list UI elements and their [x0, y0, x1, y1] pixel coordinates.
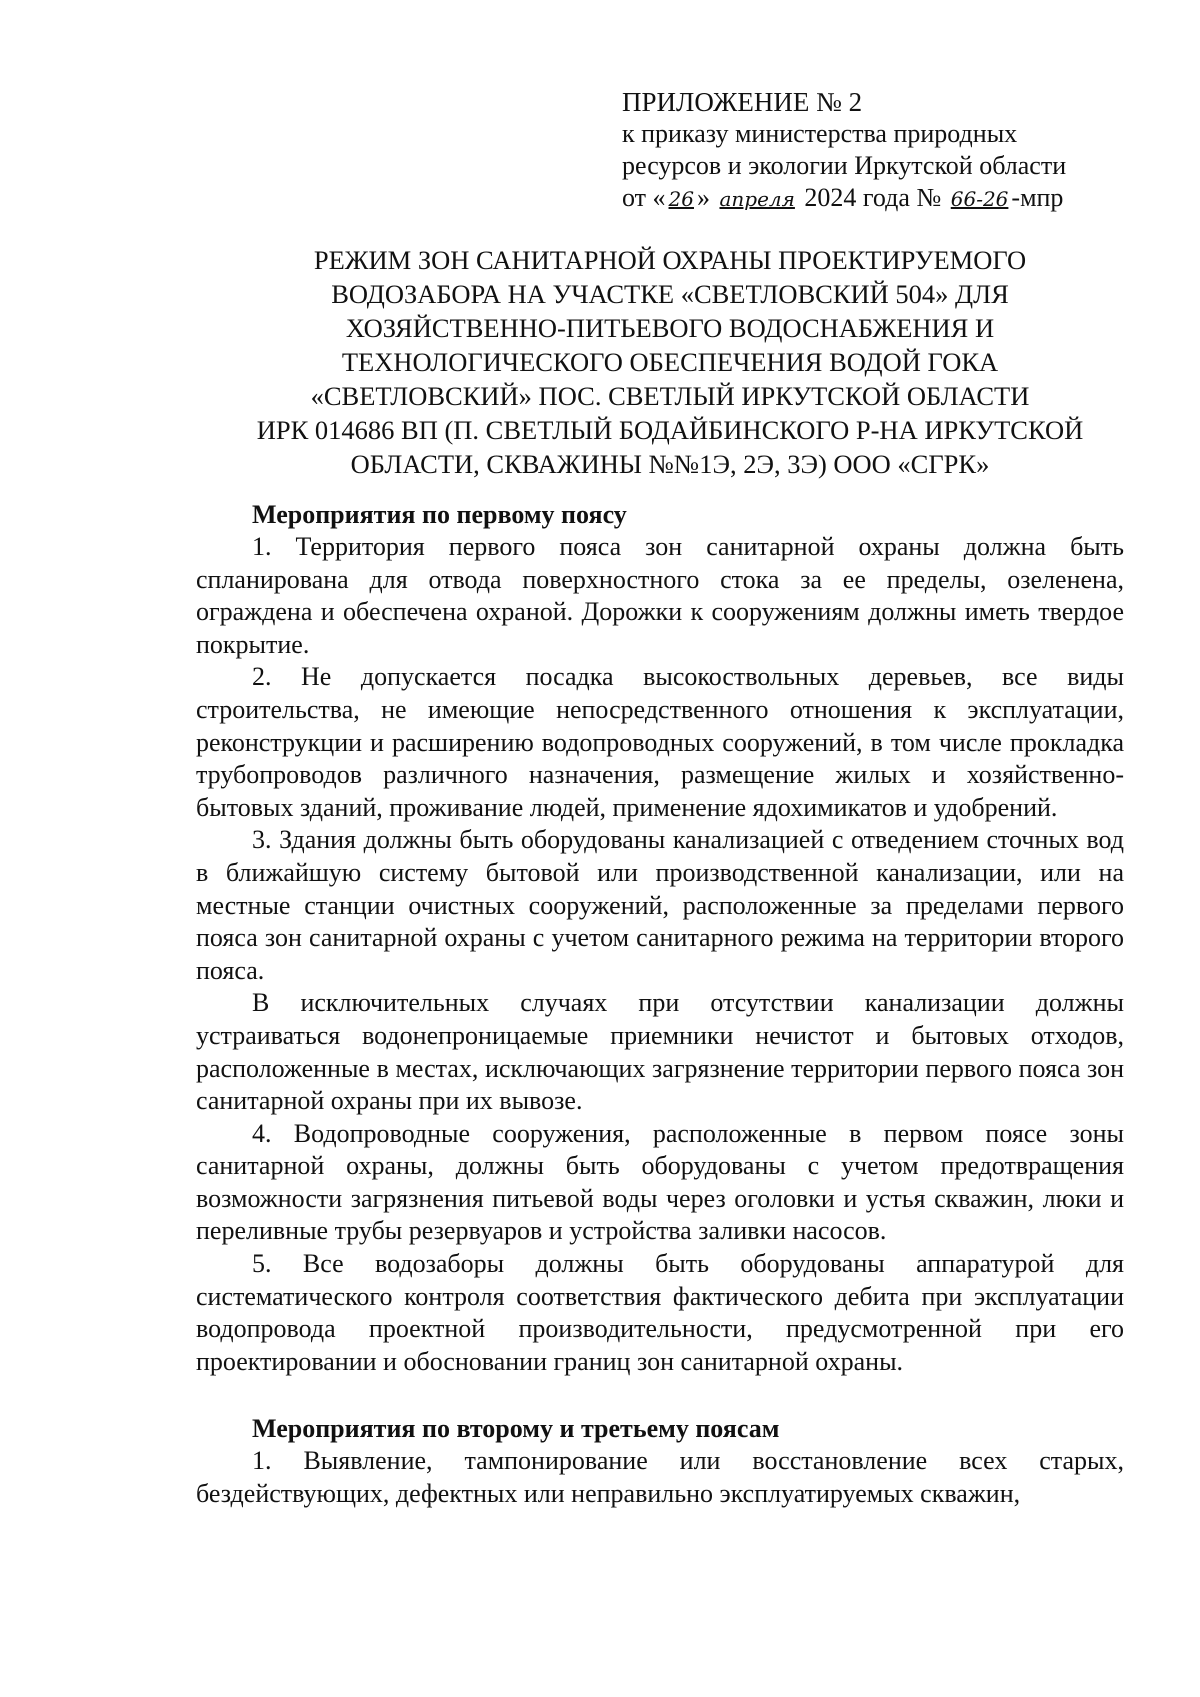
appendix-line-3: ресурсов и экологии Иркутской области	[622, 151, 1067, 180]
handwritten-order-number: 66-26	[950, 187, 1009, 211]
heading-line: «СВЕТЛОВСКИЙ» ПОС. СВЕТЛЫЙ ИРКУТСКОЙ ОБЛАСТИ	[310, 381, 1030, 411]
appendix-date-line	[622, 182, 1142, 215]
section-gap	[196, 1378, 1124, 1412]
heading-line: ОБЛАСТИ, СКВАЖИНЫ №№1Э, 2Э, 3Э) ООО «СГРК»	[350, 449, 990, 479]
section-title-second-third-zone: Мероприятия по второму и третьему поясам	[252, 1414, 780, 1444]
date-year-text: 2024 года №	[804, 183, 942, 212]
paragraph: 5. Все водозаборы должны быть оборудованы аппаратурой для систематического контроля соответствия фактического дебита при эксплуатации водопровода проектной производительности, предусмотренной при его проектировании и обосновании границ зон санитарной охраны.	[196, 1249, 1124, 1376]
date-mid: »	[696, 183, 710, 212]
document-heading	[150, 243, 1190, 481]
heading-line: ТЕХНОЛОГИЧЕСКОГО ОБЕСПЕЧЕНИЯ ВОДОЙ ГОКА	[341, 347, 999, 377]
order-suffix: -мпр	[1011, 183, 1064, 212]
paragraph: 1. Выявление, тампонирование или восстановление всех старых, бездействующих, дефектных или неправильно эксплуатируемых скважин,	[196, 1446, 1124, 1509]
heading-line: ХОЗЯЙСТВЕННО-ПИТЬЕВОГО ВОДОСНАБЖЕНИЯ И	[345, 313, 995, 343]
handwritten-month: апреля	[719, 187, 795, 211]
appendix-line-2: к приказу министерства природных	[622, 119, 1018, 148]
section-title-first-zone: Мероприятия по первому поясу	[252, 500, 627, 529]
paragraph: 3. Здания должны быть оборудованы канализацией с отведением сточных вод в ближайшую систему бытовой или производственной канализации, или на местные станции очистных сооружений, расположенные за пределами первого пояса зон санитарной охраны с учетом санитарного режима на территории второго пояса.	[196, 825, 1124, 985]
paragraph: 4. Водопроводные сооружения, расположенные в первом поясе зоны санитарной охраны, должны быть оборудованы с учетом предотвращения возможности загрязнения питьевой воды через оголовки и устья скважин, люки и переливные трубы резервуаров и устройства заливки насосов.	[196, 1118, 1124, 1246]
date-prefix: от «	[622, 183, 666, 212]
appendix-block	[622, 86, 1142, 215]
paragraph: 2. Не допускается посадка высокоствольных деревьев, все виды строительства, не имеющие непосредственного отношения к эксплуатации, реконструкции и расширению водопроводных сооружений, в том числе прокладка трубопроводов различного назначения, размещение жилых и хозяйственно-бытовых зданий, проживание людей, применение ядохимикатов и удобрений.	[196, 662, 1124, 822]
heading-line: ИРК 014686 ВП (П. СВЕТЛЫЙ БОДАЙБИНСКОГО Р-НА ИРКУТСКОЙ	[256, 415, 1084, 445]
heading-line: РЕЖИМ ЗОН САНИТАРНОЙ ОХРАНЫ ПРОЕКТИРУЕМОГО	[313, 245, 1027, 275]
paragraph: В исключительных случаях при отсутствии канализации должны устраиваться водонепроницаемые приемники нечистот и бытовых отходов, расположенные в местах, исключающих загрязнение территории первого пояса зон санитарной охраны при их вывозе.	[196, 988, 1124, 1116]
appendix-title: ПРИЛОЖЕНИЕ № 2	[622, 87, 863, 117]
document-body	[196, 498, 1124, 1511]
heading-line: ВОДОЗАБОРА НА УЧАСТКЕ «СВЕТЛОВСКИЙ 504» ДЛЯ	[331, 279, 1009, 309]
handwritten-day: 26	[668, 187, 694, 211]
paragraph: 1. Территория первого пояса зон санитарной охраны должна быть спланирована для отвода поверхностного стока за ее пределы, озеленена, ограждена и обеспечена охраной. Дорожки к сооружениям должны иметь твердое покрытие.	[196, 532, 1124, 659]
